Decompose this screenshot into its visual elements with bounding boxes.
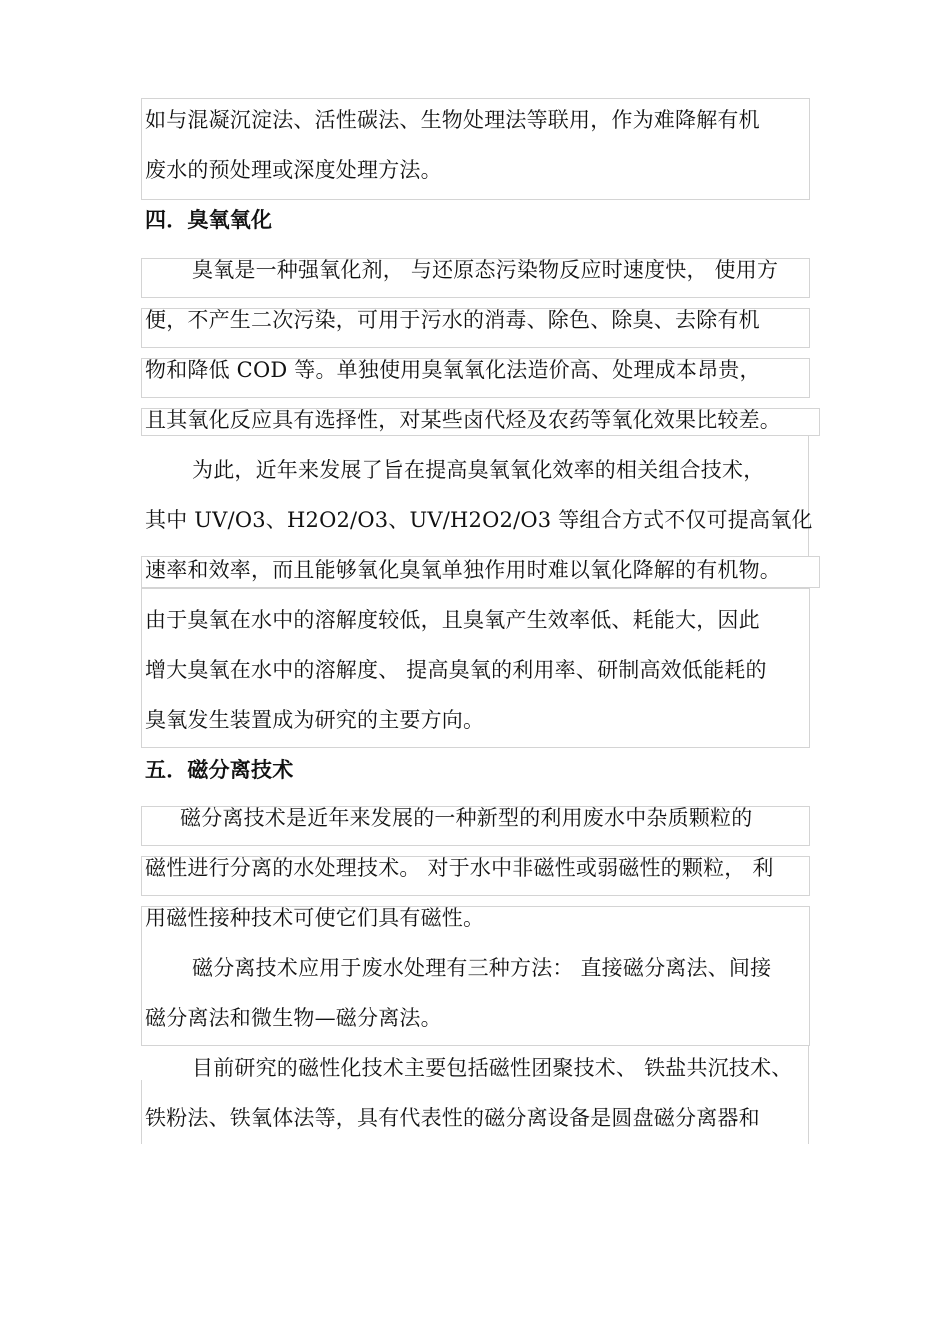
body-text-line: 目前研究的磁性化技术主要包括磁性团聚技术、 铁盐共沉技术、 (192, 1056, 793, 1080)
body-text-line: 磁分离技术是近年来发展的一种新型的利用废水中杂质颗粒的 (180, 806, 753, 830)
section-heading-magnetic-separation: 五．磁分离技术 (145, 757, 294, 782)
text-box-outline (141, 1080, 142, 1144)
body-text-line: 磁分离技术应用于废水处理有三种方法： 直接磁分离法、间接 (192, 956, 772, 980)
section-heading-ozone-oxidation: 四．臭氧氧化 (145, 207, 273, 232)
body-text-line: 臭氧发生装置成为研究的主要方向。 (145, 708, 485, 732)
body-text-line: 为此，近年来发展了旨在提高臭氧氧化效率的相关组合技术， (192, 458, 765, 482)
text-box-outline (808, 1046, 809, 1144)
body-text-line: 磁分离法和微生物—磁分离法。 (145, 1006, 442, 1030)
body-text-line: 便，不产生二次污染，可用于污水的消毒、除色、除臭、去除有机 (145, 308, 760, 332)
body-text-line: 物和降低 COD 等。单独使用臭氧氧化法造价高、处理成本昂贵， (145, 358, 761, 382)
body-text-line: 由于臭氧在水中的溶解度较低，且臭氧产生效率低、耗能大，因此 (145, 608, 760, 632)
body-text-line: 增大臭氧在水中的溶解度、 提高臭氧的利用率、研制高效低能耗的 (145, 658, 767, 682)
body-text-line: 如与混凝沉淀法、活性碳法、生物处理法等联用，作为难降解有机 (145, 108, 760, 132)
body-text-line: 且其氧化反应具有选择性，对某些卤代烃及农药等氧化效果比较差。 (145, 408, 781, 432)
body-text-line: 磁性进行分离的水处理技术。 对于水中非磁性或弱磁性的颗粒， 利 (145, 856, 774, 880)
body-text-line: 速率和效率，而且能够氧化臭氧单独作用时难以氧化降解的有机物。 (145, 558, 781, 582)
body-text-line: 废水的预处理或深度处理方法。 (145, 158, 442, 182)
body-text-line: 臭氧是一种强氧化剂， 与还原态污染物反应时速度快， 使用方 (192, 258, 779, 282)
body-text-line: 铁粉法、铁氧体法等，具有代表性的磁分离设备是圆盘磁分离器和 (145, 1106, 760, 1130)
body-text-line: 用磁性接种技术可使它们具有磁性。 (145, 906, 485, 930)
body-text-line: 其中 UV/O3、H2O2/O3、UV/H2O2/O3 等组合方式不仅可提高氧化 (145, 508, 813, 532)
